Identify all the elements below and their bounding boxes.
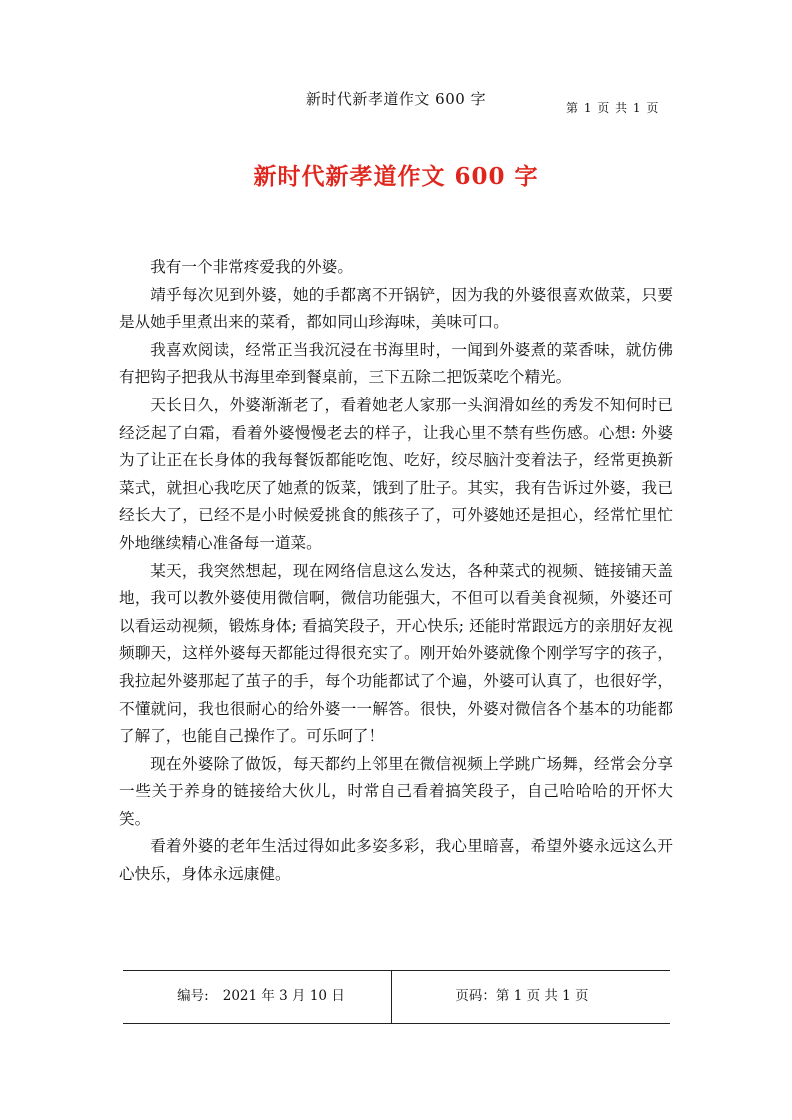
footer-number-cell	[123, 971, 392, 1023]
footer-page-cell	[392, 971, 670, 1023]
paragraph: 我喜欢阅读，经常正当我沉浸在书海里时，一闻到外婆煮的菜香味，就仿佛有把钩子把我从书海里牵到餐桌前，三下五除二把饭菜吃个精光。	[119, 340, 673, 387]
footer-date: 2021 年 3 月 10 日	[222, 988, 345, 1004]
document-title: 新时代新孝道作文 600 字	[253, 163, 539, 190]
footer-page-code: 页码：第 1 页 共 1 页	[455, 988, 589, 1004]
footer-number-label: 编号:	[177, 988, 209, 1004]
paragraph: 某天，我突然想起，现在网络信息这么发达，各种菜式的视频、链接铺天盖地，我可以教外婆使用微信啊，微信功能强大，不但可以看美食视频，外婆还可以看运动视频，锻炼身体; 看搞笑段子，开心快乐; 还能时常跟远方的亲朋好友视频聊天，这样外婆每天都能过得很充实了。刚开始外婆就像个刚学写字的孩子，我拉起外婆那起了茧子的手，每个功能都试了个遍，外婆可认真了，也很好学，不懂就问，我也很耐心的给外婆一一解答。很快，外婆对微信各个基本的功能都了解了，也能自己操作了。可乐呵了！	[119, 561, 673, 746]
footer-table	[123, 970, 670, 1024]
running-header-title: 新时代新孝道作文 600 字	[305, 90, 487, 108]
paragraph: 天长日久，外婆渐渐老了，看着她老人家那一头润滑如丝的秀发不知何时已经泛起了白霜，看着外婆慢慢老去的样子，让我心里不禁有些伤感。心想: 外婆为了让正在长身体的我每餐饭都能吃饱、吃好，绞尽脑汁变着法子，经常更换新菜式，就担心我吃厌了她煮的饭菜，饿到了肚子。其实，我有告诉过外婆，我已经长大了，已经不是小时候爱挑食的熊孩子了，可外婆她还是担心，经常忙里忙外地继续精心准备每一道菜。	[119, 395, 673, 552]
paragraph: 靖乎每次见到外婆，她的手都离不开锅铲，因为我的外婆很喜欢做菜，只要是从她手里煮出来的菜肴，都如同山珍海味，美味可口。	[119, 285, 673, 332]
document-body	[119, 254, 673, 889]
running-header-page-indicator: 第 1 页 共 1 页	[566, 101, 660, 115]
paragraph: 现在外婆除了做饭，每天都约上邻里在微信视频上学跳广场舞，经常会分享一些关于养身的链接给大伙儿，时常自己看着搞笑段子，自己哈哈哈的开怀大笑。	[119, 754, 673, 828]
paragraph: 我有一个非常疼爱我的外婆。	[150, 258, 353, 276]
paragraph: 看着外婆的老年生活过得如此多姿多彩，我心里暗喜，希望外婆永远这么开心快乐，身体永远康健。	[119, 837, 673, 884]
